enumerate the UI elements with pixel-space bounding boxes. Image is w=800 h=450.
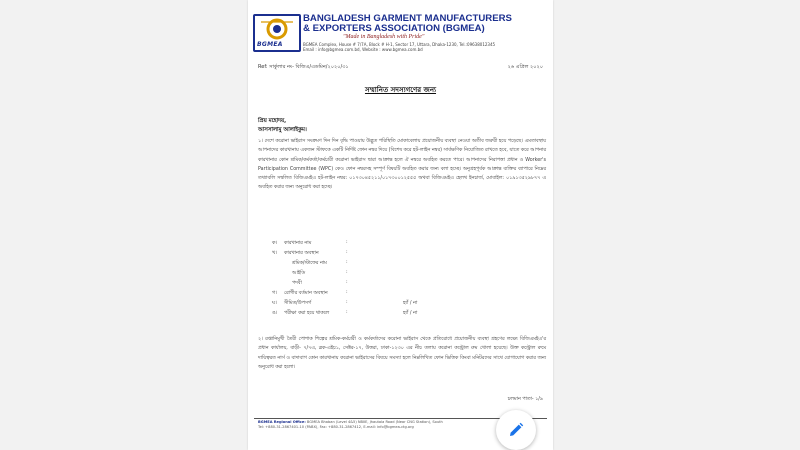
- paragraph-2: ২। রপ্তানিমুখী তৈরী পোশাক শিল্পের শ্রমিক-কর্মচারী ও কর্মকর্তাদের করোনা ভাইরাস থেকে প্রতিরোধে প্রয়োজনীয় ব্যবস্থা গ্রহণের লক্ষ্যে বিজিএমইএ'র প্রধান কার্যালয়, বাড়ী- ৭/৭এ, ব্লক-এইচ১, সেক্টর-১৭, উত্তরা, ঢাকা-১২৩০ এর নীচ তলায় করোনা কন্ট্রোল রুম খোলা হয়েছে। উক্ত কন্ট্রোল রুমে দায়িত্বরত নার্স ও বাদাবাগ কোন কারখানায় করোনা ভাইরাসের বিষয়ে সমস্যা হলে নিম্নলিখিত ফোন ভিত্তিক কিংবা মনিটরদের সাথে যোগাযোগ করার জন্য অনুরোধ করা হলো।: [258, 337, 546, 370]
- letterhead: [253, 14, 549, 56]
- salutation-line-1: প্রিয় মহোদয়,: [258, 118, 287, 124]
- form-row-label: রোগীর বর্তমান অবস্থান: [284, 291, 328, 296]
- form-row-colon: :: [346, 260, 348, 265]
- form-row: [258, 250, 546, 259]
- form-row-label: শ্রমিক/স্টাফের নাম: [292, 261, 327, 266]
- salutation: [258, 117, 307, 135]
- footer-label: BGMEA Regional Office:: [258, 420, 306, 424]
- form-row-label: কারখানার অবস্থান: [284, 251, 319, 256]
- form-row-label: পদবী: [292, 281, 302, 286]
- form-row-number: ঘ।: [272, 301, 277, 306]
- edit-button[interactable]: [496, 410, 536, 450]
- form-row-colon: :: [346, 310, 348, 315]
- form-row-label: আইডি: [292, 271, 305, 276]
- form-row-colon: :: [346, 270, 348, 275]
- letter-title: সম্মানিত সদস্যগণের জন্য: [364, 86, 437, 94]
- form-row-colon: :: [346, 250, 348, 255]
- form-row: [258, 310, 546, 319]
- tagline: "Made in Bangladesh with Pride": [343, 34, 425, 40]
- form-row-colon: :: [346, 290, 348, 295]
- form-row-number: ক।: [272, 241, 278, 246]
- form-row-label: কারখানার নাম: [284, 241, 312, 246]
- letterhead-address: [303, 42, 553, 52]
- paragraph-1: ১। দেশে করোনা ভাইরাস সংক্রমণ দিন দিন বৃদ্ধি পাওয়ায় উদ্ভূত পরিস্থিতি মোকাবেলায় প্রয়োজনীয় ব্যবস্থা নেওয়া অতীব জরুরী হয়ে পড়েছে। এমতাবস্থায় আপনাদের কারখানায় একজন স্টাফকে একটি নির্দিষ্ট ফোন নম্বর দিয়ে (বিশেষ করে হট-লাইন নম্বর) সার্বক্ষণিক নিয়োজিত রাখতে হবে, যাতে করে আপনার কারখানার কোন শ্রমিক/কর্মকর্তা/কর্মচারী করোনা ভাইরাস দ্বারা আক্রান্ত হলে ঐ নম্বরে অবহিত করতে পারে। আপনাদের নিরাপত্তা প্রধান ও Worker's Participation Committee (WPC) কেও ফোন নম্বরসহ সম্পূর্ণ বিষয়টি অবহিত করার জন্য বলা হচ্ছে। অনুগ্রহপূর্বক আক্রান্ত ব্যক্তির ব্যাপারে নিম্নের তথ্যাবলি সম্বলিত বিজিএমইএ হট-লাইন নম্বর: ০১৭৩০৪৫২১১/০১৭৩০০১২৫৫৫ অথবা বিজিএমইএ হেলথ ইনচার্জ, মোবাইল: ০১৯১৩৫২৯৮৭৭ এ অবহিত করার জন্য অনুরোধ করা হচ্ছে।: [258, 139, 546, 191]
- pencil-icon: [508, 422, 524, 438]
- address-line-2: Email : info@bgmea.com.bd, Website : www.bgmea.com.bd: [303, 47, 423, 52]
- continued-page-note: চলমান পাতা- ১/৯: [507, 397, 543, 402]
- form-row-number: ঙ।: [272, 311, 278, 316]
- form-row: [258, 280, 546, 289]
- form-row-colon: :: [346, 240, 348, 245]
- form-row-number: গ।: [272, 291, 277, 296]
- letter-date: ২৬ এপ্রিল ২০২০: [507, 64, 543, 70]
- logo-text: BGMEA: [257, 41, 283, 48]
- form-row-label: সীমিত/উপসর্গ: [284, 301, 312, 306]
- form-row-value: হ্যাঁ / না: [403, 301, 418, 306]
- organization-name: [303, 14, 553, 34]
- organization-name-line-2: & EXPORTERS ASSOCIATION (BGMEA): [303, 23, 485, 34]
- form-row: [258, 270, 546, 279]
- footer-address: BGMEA Bhaban (Level 4&5) NBIIE, Jhautala Road (Near CNG Station), South: [305, 420, 443, 424]
- form-row: [258, 240, 546, 249]
- form-row-label: পরীক্ষা করা হয়ে থাকলে: [284, 311, 330, 316]
- form-row-colon: :: [346, 280, 348, 285]
- address-line-1: BGMEA Complex, House # 7/7A, Block # H-1, Sector 17, Uttara, Dhaka-1230, Tel.:09638012345: [303, 42, 496, 47]
- form-row: [258, 290, 546, 299]
- footer-line-2: Tel: +880-31-2867401-10 (PABX), Fax: +880-31-2867412, E-mail: info@bgmea-ctg.org: [258, 425, 414, 429]
- reference-number: Ref: সার্কুলার নং- বিজিএ/এডমিন/২০২০/৩১: [258, 64, 349, 70]
- organization-name-line-1: BANGLADESH GARMENT MANUFACTURERS: [303, 13, 512, 24]
- bgmea-logo: [253, 14, 301, 52]
- salutation-line-2: আসসালামু আলাইকুম।: [258, 127, 307, 133]
- form-row-value: হ্যাঁ / না: [403, 311, 418, 316]
- document-page: [248, 0, 553, 450]
- form-row-number: খ।: [272, 251, 277, 256]
- form-row-colon: :: [346, 300, 348, 305]
- form-row: [258, 260, 546, 269]
- form-row: [258, 300, 546, 309]
